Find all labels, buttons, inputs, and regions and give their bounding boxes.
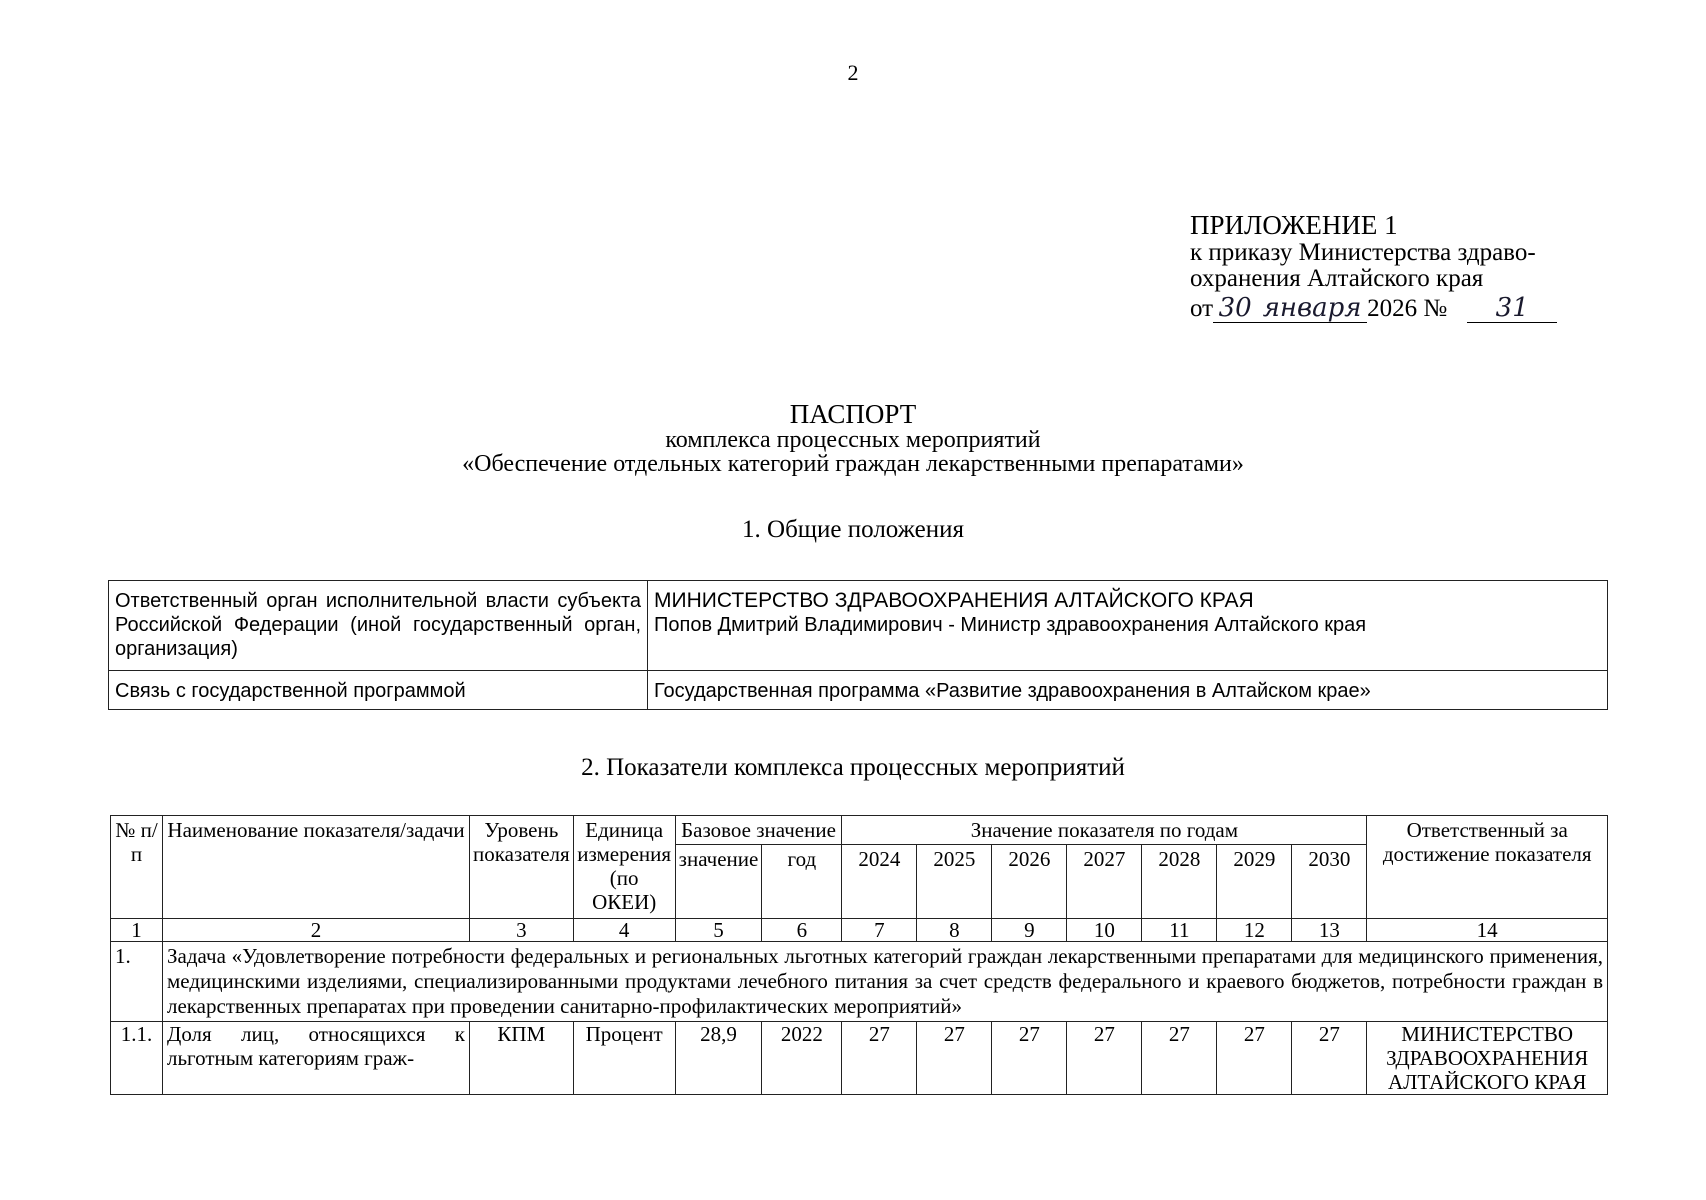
section-1-heading: 1. Общие положения (742, 516, 964, 543)
header-years-group: Значение показателя по годам (842, 816, 1367, 845)
header-year: 2030 (1292, 845, 1367, 919)
row-value (648, 581, 1608, 671)
indicator-name: Доля лиц, относящихся к льготным категориям граж- (163, 1022, 470, 1095)
row-key: Связь с государственной программой (109, 671, 648, 710)
annex-title: ПРИЛОЖЕНИЕ 1 (1190, 210, 1398, 240)
column-number: 11 (1142, 919, 1217, 942)
column-number: 4 (573, 919, 675, 942)
date-year: 2026 № (1367, 295, 1448, 322)
column-numbers-row (111, 919, 1608, 942)
column-number: 1 (111, 919, 163, 942)
passport-title: ПАСПОРТ (789, 399, 917, 429)
table-row (109, 671, 1608, 710)
row-number: 1.1. (111, 1022, 163, 1095)
column-number: 13 (1292, 919, 1367, 942)
header-base-value: значение (675, 845, 762, 919)
base-value: 28,9 (675, 1022, 762, 1095)
header-responsible: Ответственный за достижение показателя (1367, 816, 1608, 919)
annex-line-2: охранения Алтайского края (1190, 265, 1484, 292)
column-number: 3 (470, 919, 574, 942)
annex-date-line (1190, 294, 1660, 323)
header-num: № п/п (111, 816, 163, 919)
table-row (111, 1022, 1608, 1095)
responsible-org: МИНИСТЕРСТВО ЗДРАВООХРАНЕНИЯ АЛТАЙСКОГО КРАЯ (1367, 1022, 1608, 1095)
column-number: 7 (842, 919, 917, 942)
task-number: 1. (111, 942, 163, 1022)
header-level: Уровень показателя (470, 816, 574, 919)
passport-subtitle-2: «Обеспечение отдельных категорий граждан лекарственными препаратами» (462, 451, 1244, 477)
date-day: 30 (1218, 293, 1252, 323)
column-number: 12 (1217, 919, 1292, 942)
year-value: 27 (1292, 1022, 1367, 1095)
indicators-table (110, 815, 1608, 1095)
header-base: Базовое значение (675, 816, 842, 845)
responsible-ministry: МИНИСТЕРСТВО ЗДРАВООХРАНЕНИЯ АЛТАЙСКОГО КРАЯ (654, 589, 1254, 612)
page-number: 2 (847, 60, 859, 85)
header-name: Наименование показателя/задачи (163, 816, 470, 919)
year-value: 27 (842, 1022, 917, 1095)
year-value: 27 (1142, 1022, 1217, 1095)
date-month: января (1262, 293, 1362, 323)
year-value: 27 (917, 1022, 992, 1095)
header-base-year: год (762, 845, 842, 919)
column-number: 9 (992, 919, 1067, 942)
year-value: 27 (992, 1022, 1067, 1095)
header-year: 2027 (1067, 845, 1142, 919)
header-year: 2024 (842, 845, 917, 919)
header-year: 2025 (917, 845, 992, 919)
row-key: Ответственный орган исполнительной власти субъекта Российской Федерации (иной государственный орган, организация) (109, 581, 648, 671)
header-year: 2026 (992, 845, 1067, 919)
passport-subtitle-1: комплекса процессных мероприятий (665, 427, 1041, 453)
responsible-person: Попов Дмитрий Владимирович - Министр здравоохранения Алтайского края (654, 614, 1367, 636)
table-row (109, 581, 1608, 671)
column-number: 14 (1367, 919, 1608, 942)
year-value: 27 (1067, 1022, 1142, 1095)
indicator-level: КПМ (470, 1022, 574, 1095)
annex-line-1: к приказу Министерства здраво- (1190, 239, 1536, 266)
column-number: 8 (917, 919, 992, 942)
date-prefix: от (1190, 295, 1214, 322)
section-2-heading: 2. Показатели комплекса процессных мероприятий (581, 754, 1125, 781)
column-number: 10 (1067, 919, 1142, 942)
task-row (111, 942, 1608, 1022)
task-text: Задача «Удовлетворение потребности федеральных и региональных льготных категорий граждан лекарственными препаратами для медицинского применения, медицинскими изделиями, специализированными продуктами лечебного питания за счет средств федерального и краевого бюджетов, потребности граждан в лекарственных препаратах при проведении санитарно-профилактических мероприятий» (163, 942, 1608, 1022)
header-row (111, 816, 1608, 845)
year-value: 27 (1217, 1022, 1292, 1095)
annex-block (1190, 210, 1660, 323)
header-year: 2029 (1217, 845, 1292, 919)
header-year: 2028 (1142, 845, 1217, 919)
row-value: Государственная программа «Развитие здравоохранения в Алтайском крае» (648, 671, 1608, 710)
handwritten-date (1213, 294, 1367, 323)
indicator-unit: Процент (573, 1022, 675, 1095)
order-number: 31 (1467, 294, 1557, 323)
passport-heading (0, 400, 1706, 476)
column-number: 6 (762, 919, 842, 942)
general-provisions-table (108, 580, 1608, 710)
base-year: 2022 (762, 1022, 842, 1095)
column-number: 5 (675, 919, 762, 942)
header-unit: Единица измерения (по ОКЕИ) (573, 816, 675, 919)
column-number: 2 (163, 919, 470, 942)
